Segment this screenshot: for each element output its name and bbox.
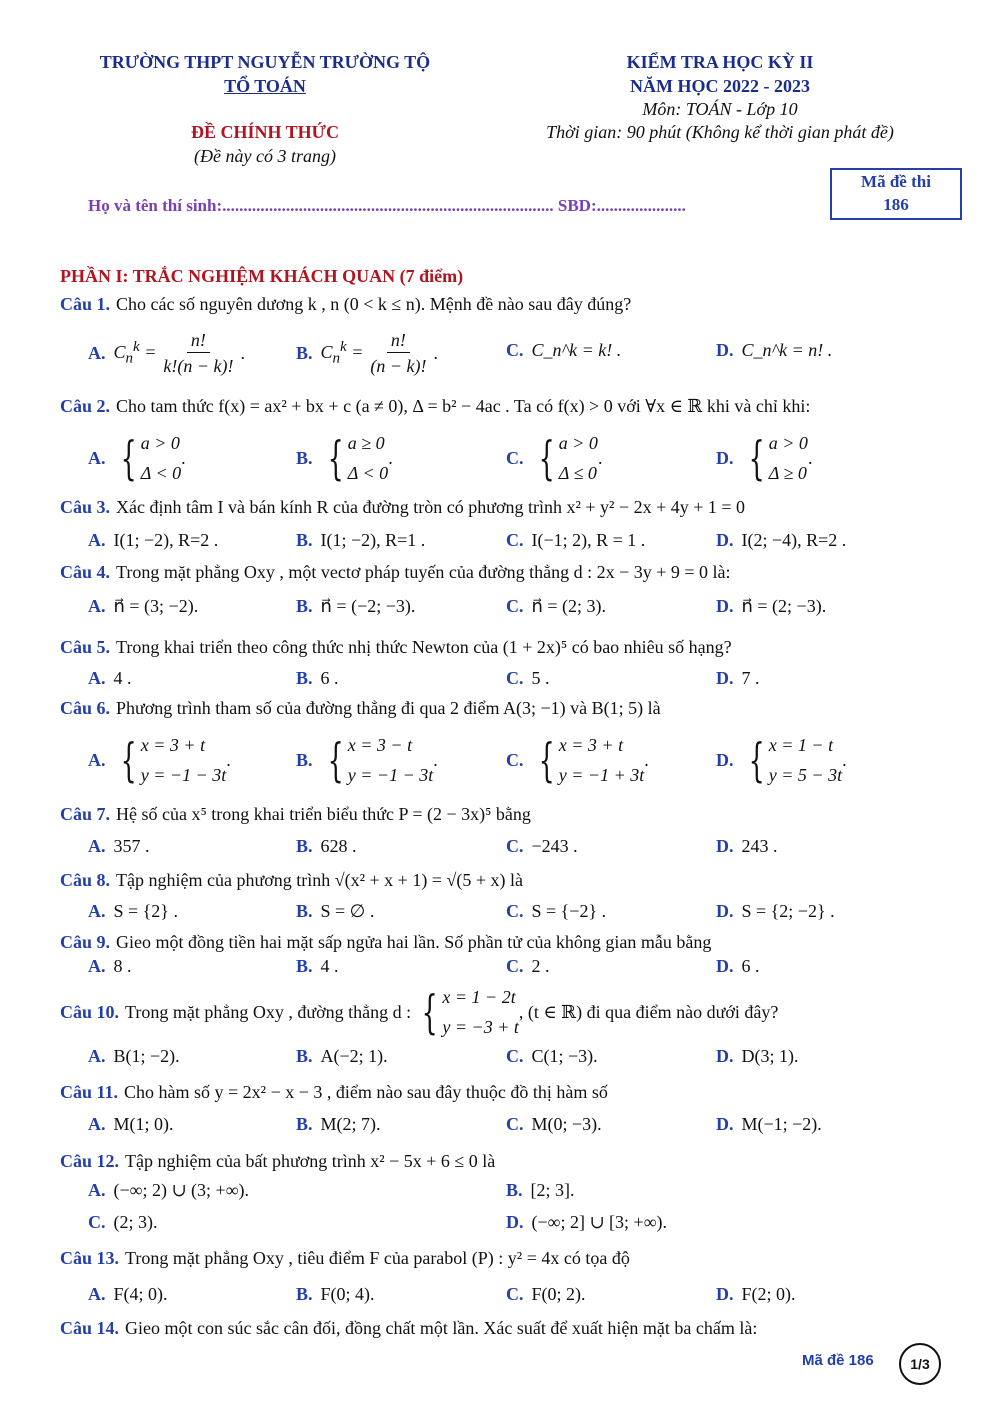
option-text: n⃗ = (−2; −3).: [320, 596, 416, 616]
system-row: x = 3 − t: [347, 735, 413, 755]
option-text: S = {2} .: [113, 901, 178, 921]
option-label: D.: [716, 530, 734, 550]
option-text: M(0; −3).: [531, 1114, 602, 1134]
option-label: B.: [296, 1114, 313, 1134]
option-label: B.: [296, 749, 313, 770]
option-label: D.: [716, 1284, 734, 1304]
system-row: a > 0: [558, 433, 598, 453]
question-9: [60, 932, 711, 953]
option-label: B.: [296, 530, 313, 550]
q12-option-c[interactable]: [88, 1212, 158, 1233]
system-row: Δ < 0: [140, 463, 182, 483]
q4-option-c[interactable]: [506, 596, 606, 617]
option-text: F(0; 4).: [320, 1284, 375, 1304]
q12-option-b[interactable]: [506, 1180, 575, 1201]
q13-option-a[interactable]: [88, 1284, 168, 1305]
option-label: B.: [296, 447, 313, 468]
question-6: [60, 698, 661, 719]
question-text: Trong khai triển theo công thức nhị thức Newton của (1 + 2x)⁵ có bao nhiêu số hạng?: [116, 637, 732, 657]
question-number: Câu 6.: [60, 698, 111, 718]
option-label: B.: [296, 343, 313, 363]
option-label: B.: [296, 596, 313, 616]
q1-option-b[interactable]: B. $C_n^k$ = $\frac{n!}{(n - k)!}$ .: [296, 328, 438, 379]
q3-option-a[interactable]: [88, 530, 218, 551]
q5-option-b[interactable]: [296, 668, 339, 689]
q9-option-a[interactable]: [88, 956, 132, 977]
question-text: Cho các số nguyên dương k , n (0 < k ≤ n). Mệnh đề nào sau đây đúng?: [116, 294, 632, 314]
system-row: y = 5 − 3t: [768, 765, 843, 785]
option-text: F(0; 2).: [531, 1284, 586, 1304]
option-label: C.: [506, 340, 524, 360]
option-label: C.: [506, 668, 524, 688]
option-label: D.: [716, 836, 734, 856]
q6-option-c[interactable]: C. { x = 3 + t y = −1 + 3t .: [506, 730, 649, 790]
q7-option-c[interactable]: [506, 836, 578, 857]
option-text: [2; 3].: [530, 1180, 575, 1200]
question-text-tail: , (t ∈ ℝ) đi qua điểm nào dưới đây?: [518, 1001, 779, 1022]
system-row: x = 1 − t: [768, 735, 834, 755]
option-label: C.: [506, 1046, 524, 1066]
q6-option-b[interactable]: B. { x = 3 − t y = −1 − 3t .: [296, 730, 438, 790]
department-name: TỔ TOÁN: [224, 76, 306, 96]
system-row: a ≥ 0: [347, 433, 385, 453]
option-label: A.: [88, 901, 106, 921]
option-text: B(1; −2).: [113, 1046, 180, 1066]
footer-exam-code: Mã đề 186: [802, 1352, 874, 1369]
q2-option-a[interactable]: A. { a > 0 Δ < 0 .: [88, 428, 186, 488]
q1-option-d[interactable]: [716, 340, 832, 361]
q13-option-b[interactable]: [296, 1284, 375, 1305]
option-label: C.: [506, 530, 524, 550]
option-label: A.: [88, 596, 106, 616]
option-text: M(−1; −2).: [741, 1114, 822, 1134]
system-row: a > 0: [768, 433, 808, 453]
q10-option-a[interactable]: [88, 1046, 180, 1067]
q11-option-c[interactable]: [506, 1114, 602, 1135]
option-text: S = ∅ .: [320, 901, 375, 921]
option-label: A.: [88, 1114, 106, 1134]
q6-option-d[interactable]: D. { x = 1 − t y = 5 − 3t .: [716, 730, 847, 790]
option-text: D(3; 1).: [741, 1046, 799, 1066]
question-text: Hệ số của x⁵ trong khai triển biểu thức P = (2 − 3x)⁵ bằng: [116, 804, 531, 824]
q10-option-b[interactable]: [296, 1046, 388, 1067]
question-14: [60, 1318, 757, 1339]
q5-option-a[interactable]: [88, 668, 132, 689]
q6-option-a[interactable]: A. { x = 3 + t y = −1 − 3t .: [88, 730, 231, 790]
exam-code-label: Mã đề thi: [861, 172, 931, 191]
option-text: M(2; 7).: [320, 1114, 381, 1134]
question-1: [60, 294, 631, 315]
question-number: Câu 11.: [60, 1082, 119, 1102]
question-5: [60, 637, 732, 658]
q3-option-c[interactable]: [506, 530, 645, 551]
option-label: C.: [506, 749, 524, 770]
q3-option-d[interactable]: [716, 530, 846, 551]
question-number: Câu 2.: [60, 396, 111, 416]
option-label: A.: [88, 749, 106, 770]
q9-option-d[interactable]: [716, 956, 760, 977]
q2-option-d[interactable]: D. { a > 0 Δ ≥ 0 .: [716, 428, 812, 488]
q7-option-a[interactable]: [88, 836, 150, 857]
system-row: x = 3 + t: [558, 735, 624, 755]
option-label: C.: [88, 1212, 106, 1232]
question-text: Tập nghiệm của phương trình √(x² + x + 1) = √(5 + x) là: [116, 870, 523, 890]
option-text: I(1; −2), R=2 .: [113, 530, 219, 550]
option-label: A.: [88, 956, 106, 976]
q10-option-d[interactable]: [716, 1046, 799, 1067]
q2-option-c[interactable]: C. { a > 0 Δ ≤ 0 .: [506, 428, 602, 488]
question-number: Câu 10.: [60, 1001, 120, 1022]
question-13: [60, 1248, 630, 1269]
option-text: 6 .: [741, 956, 760, 976]
option-label: D.: [716, 749, 734, 770]
q13-option-c[interactable]: [506, 1284, 586, 1305]
option-label: C.: [506, 1114, 524, 1134]
option-label: D.: [716, 1114, 734, 1134]
question-text: Gieo một đồng tiền hai mặt sấp ngửa hai lần. Số phần tử của không gian mẫu bằng: [116, 932, 712, 952]
question-number: Câu 13.: [60, 1248, 120, 1268]
option-label: B.: [296, 836, 313, 856]
question-3: [60, 497, 745, 518]
exam-title: KIỂM TRA HỌC KỲ II: [626, 52, 814, 72]
question-2: [60, 396, 810, 417]
option-text: 357 .: [113, 836, 150, 856]
option-text: C_n^k = n! .: [741, 340, 833, 360]
q7-option-b[interactable]: [296, 836, 357, 857]
option-label: A.: [88, 1046, 106, 1066]
question-number: Câu 7.: [60, 804, 111, 824]
q1-option-c[interactable]: [506, 340, 621, 361]
option-text: S = {2; −2} .: [741, 901, 835, 921]
q5-option-c[interactable]: [506, 668, 550, 689]
option-label: B.: [296, 1284, 313, 1304]
q5-option-d[interactable]: [716, 668, 760, 689]
subject: Môn: TOÁN - Lớp 10: [642, 99, 798, 119]
system-row: x = 1 − 2t: [442, 987, 516, 1007]
option-text: F(2; 0).: [741, 1284, 796, 1304]
system-row: x = 3 + t: [140, 735, 206, 755]
q12-option-d[interactable]: [506, 1212, 667, 1233]
q8-option-c[interactable]: [506, 901, 606, 922]
option-text: C(1; −3).: [531, 1046, 598, 1066]
option-text: 6 .: [320, 668, 339, 688]
q13-option-d[interactable]: [716, 1284, 796, 1305]
option-text: I(−1; 2), R = 1 .: [531, 530, 646, 550]
option-label: A.: [88, 343, 106, 363]
option-label: B.: [296, 1046, 313, 1066]
option-text: 243 .: [741, 836, 778, 856]
option-label: B.: [296, 668, 313, 688]
option-text: 7 .: [741, 668, 760, 688]
option-label: A.: [88, 530, 106, 550]
question-8: [60, 870, 523, 891]
option-label: C.: [506, 901, 524, 921]
option-label: A.: [88, 668, 106, 688]
option-label: C.: [506, 836, 524, 856]
question-text: Gieo một con súc sắc cân đối, đồng chất một lần. Xác suất để xuất hiện mặt ba chấm là:: [125, 1318, 758, 1338]
option-label: D.: [716, 956, 734, 976]
system-row: y = −1 + 3t: [558, 765, 645, 785]
q11-option-d[interactable]: [716, 1114, 822, 1135]
candidate-line: Họ và tên thí sinh:.............................................................................. SBD:.....................: [88, 196, 686, 215]
school-name: TRƯỜNG THPT NGUYỄN TRƯỜNG TỘ: [99, 52, 431, 72]
option-text: n⃗ = (2; 3).: [531, 596, 607, 616]
question-text: Cho hàm số y = 2x² − x − 3 , điểm nào sau đây thuộc đồ thị hàm số: [124, 1082, 608, 1102]
option-text: 4 .: [320, 956, 339, 976]
question-number: Câu 4.: [60, 562, 111, 582]
option-label: D.: [506, 1212, 524, 1232]
option-text: 2 .: [531, 956, 550, 976]
option-text: C_n^k = k! .: [531, 340, 622, 360]
exam-code-value: 186: [883, 195, 909, 214]
option-text: 5 .: [531, 668, 550, 688]
option-text: A(−2; 1).: [320, 1046, 388, 1066]
option-label: D.: [716, 340, 734, 360]
question-number: Câu 12.: [60, 1151, 120, 1171]
option-text: 8 .: [113, 956, 132, 976]
q11-option-a[interactable]: [88, 1114, 174, 1135]
option-text: n⃗ = (3; −2).: [113, 596, 199, 616]
question-text: Trong mặt phẳng Oxy , đường thẳng d :: [125, 1001, 412, 1022]
option-text: M(1; 0).: [113, 1114, 174, 1134]
question-11: [60, 1082, 608, 1103]
q8-option-d[interactable]: [716, 901, 835, 922]
fraction-denominator: (n − k)!: [370, 356, 427, 376]
q8-option-a[interactable]: [88, 901, 178, 922]
system-row: y = −3 + t: [442, 1017, 519, 1037]
question-text: Trong mặt phẳng Oxy , tiêu điểm F của parabol (P) : y² = 4x có tọa độ: [125, 1248, 630, 1268]
section-title: PHẦN I: TRẮC NGHIỆM KHÁCH QUAN (7 điểm): [60, 266, 464, 286]
question-4: [60, 562, 731, 583]
option-text: 628 .: [320, 836, 357, 856]
system-row: Δ ≥ 0: [768, 463, 807, 483]
question-number: Câu 8.: [60, 870, 111, 890]
option-label: C.: [506, 1284, 524, 1304]
q11-option-b[interactable]: [296, 1114, 381, 1135]
q9-option-c[interactable]: [506, 956, 550, 977]
option-text: (−∞; 2] ∪ [3; +∞).: [531, 1212, 668, 1232]
option-label: D.: [716, 447, 734, 468]
option-label: C.: [506, 956, 524, 976]
q3-option-b[interactable]: [296, 530, 425, 551]
q7-option-d[interactable]: [716, 836, 778, 857]
option-label: C.: [506, 447, 524, 468]
q4-option-d[interactable]: [716, 596, 826, 617]
option-text: (−∞; 2) ∪ (3; +∞).: [113, 1180, 250, 1200]
question-text: Trong mặt phẳng Oxy , một vectơ pháp tuyến của đường thẳng d : 2x − 3y + 9 = 0 là:: [116, 562, 731, 582]
question-number: Câu 14.: [60, 1318, 120, 1338]
exam-code-box: [830, 168, 962, 220]
q10-option-c[interactable]: [506, 1046, 598, 1067]
question-text: Xác định tâm I và bán kính R của đường tròn có phương trình x² + y² − 2x + 4y + 1 = 0: [116, 497, 746, 517]
q1-option-a[interactable]: A. $C_n^k$ = $\frac{n!}{k!(n - k)!}$ .: [88, 328, 245, 379]
question-number: Câu 1.: [60, 294, 111, 314]
system-row: Δ ≤ 0: [558, 463, 597, 483]
fraction-numerator: n!: [187, 328, 210, 353]
option-text: I(1; −2), R=1 .: [320, 530, 426, 550]
option-text: S = {−2} .: [531, 901, 607, 921]
question-number: Câu 5.: [60, 637, 111, 657]
question-10: Câu 10. Trong mặt phẳng Oxy , đường thẳng d : { x = 1 − 2t y = −3 + t , (t ∈ ℝ) đi qua điểm nào dưới đây?: [60, 982, 778, 1042]
q9-option-b[interactable]: [296, 956, 339, 977]
option-label: C.: [506, 596, 524, 616]
system-row: y = −1 − 3t: [140, 765, 227, 785]
option-text: (2; 3).: [113, 1212, 158, 1232]
option-label: A.: [88, 836, 106, 856]
question-text: Tập nghiệm của bất phương trình x² − 5x + 6 ≤ 0 là: [125, 1151, 496, 1171]
question-number: Câu 3.: [60, 497, 111, 517]
option-label: D.: [716, 668, 734, 688]
option-label: D.: [716, 596, 734, 616]
option-label: B.: [506, 1180, 523, 1200]
system-row: a > 0: [140, 433, 180, 453]
system-row: Δ < 0: [347, 463, 389, 483]
option-text: −243 .: [531, 836, 578, 856]
option-text: F(4; 0).: [113, 1284, 168, 1304]
question-text: Cho tam thức f(x) = ax² + bx + c (a ≠ 0), Δ = b² − 4ac . Ta có f(x) > 0 với ∀x ∈ ℝ khi và chỉ khi:: [116, 396, 811, 416]
option-label: B.: [296, 956, 313, 976]
option-text: 4 .: [113, 668, 132, 688]
q4-option-a[interactable]: [88, 596, 198, 617]
school-year: NĂM HỌC 2022 - 2023: [630, 76, 810, 96]
fraction-denominator: k!(n − k)!: [163, 356, 234, 376]
option-label: B.: [296, 901, 313, 921]
question-12: [60, 1151, 495, 1172]
exam-time: Thời gian: 90 phút (Không kể thời gian phát đề): [546, 122, 894, 142]
official-label: ĐỀ CHÍNH THỨC: [190, 122, 340, 142]
fraction-numerator: n!: [387, 328, 410, 353]
question-number: Câu 9.: [60, 932, 111, 952]
option-label: D.: [716, 1046, 734, 1066]
q12-option-a[interactable]: [88, 1180, 249, 1201]
option-label: A.: [88, 1284, 106, 1304]
option-label: A.: [88, 1180, 106, 1200]
pages-note: (Đề này có 3 trang): [194, 146, 336, 166]
question-text: Phương trình tham số của đường thẳng đi qua 2 điểm A(3; −1) và B(1; 5) là: [116, 698, 661, 718]
q2-option-b[interactable]: B. { a ≥ 0 Δ < 0 .: [296, 428, 393, 488]
option-label: D.: [716, 901, 734, 921]
option-label: A.: [88, 447, 106, 468]
system-row: y = −1 − 3t: [347, 765, 434, 785]
page-number-badge: 1/3: [899, 1343, 941, 1385]
q4-option-b[interactable]: [296, 596, 415, 617]
question-7: [60, 804, 531, 825]
option-text: n⃗ = (2; −3).: [741, 596, 827, 616]
option-text: I(2; −4), R=2 .: [741, 530, 847, 550]
q8-option-b[interactable]: [296, 901, 374, 922]
